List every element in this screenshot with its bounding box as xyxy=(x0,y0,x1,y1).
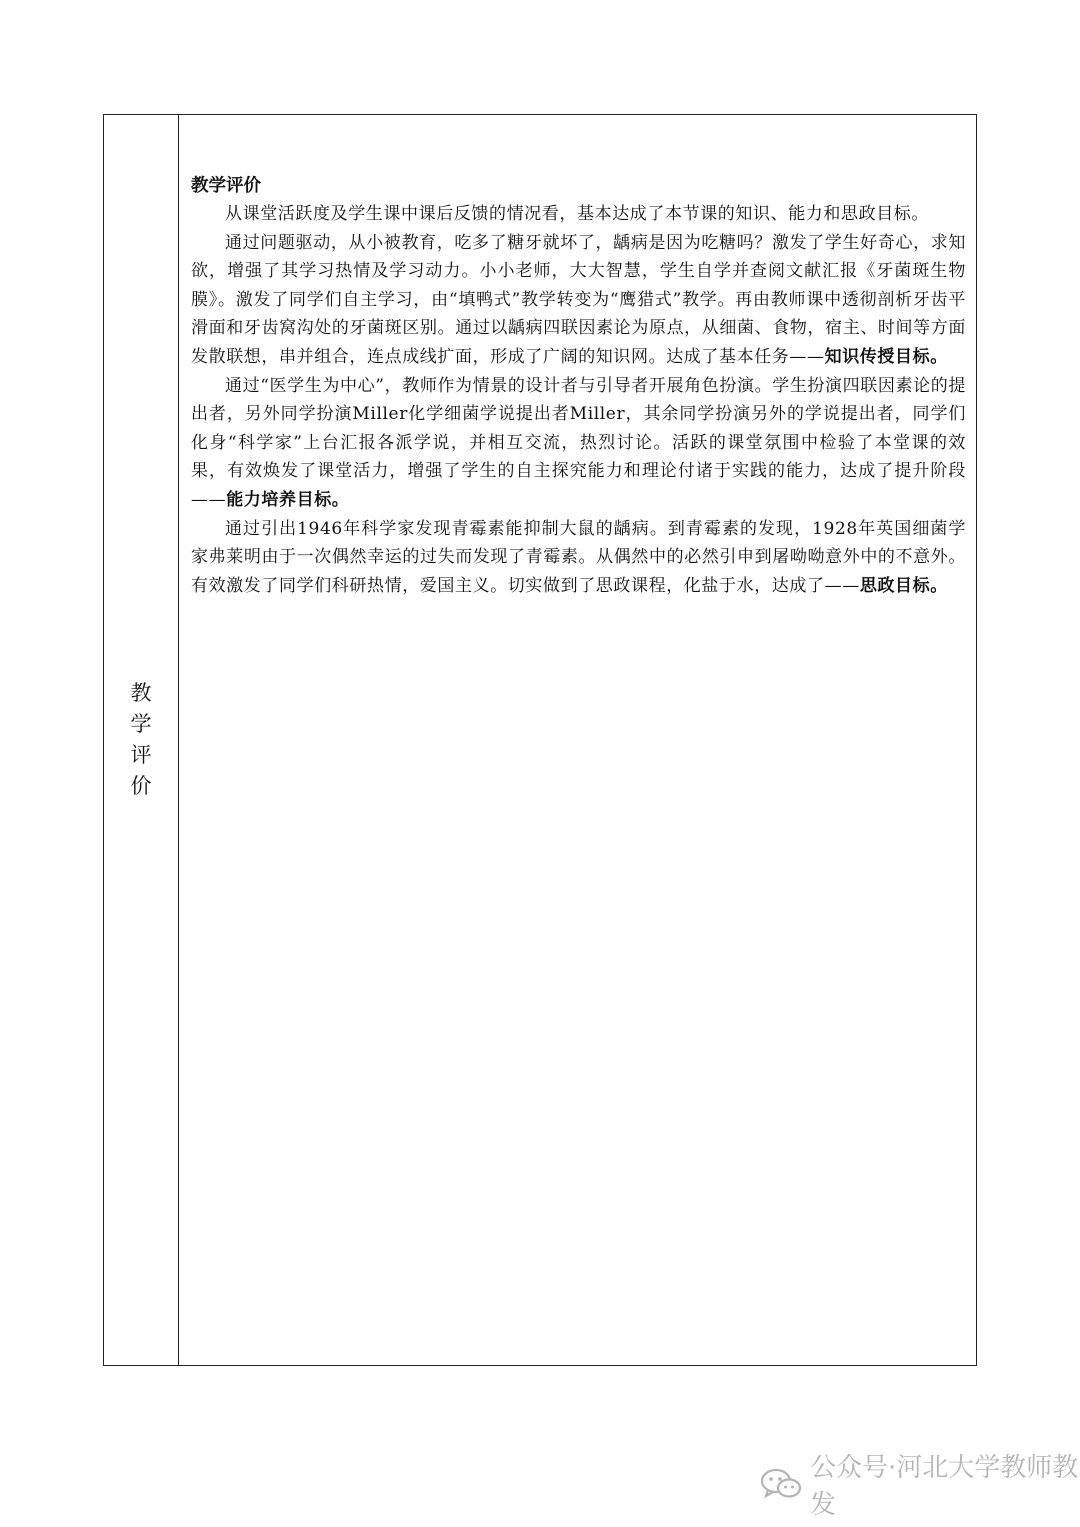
side-label-cell xyxy=(104,115,179,1365)
section-heading: 教学评价 xyxy=(191,176,261,196)
paragraph-bold-goal: 知识传授目标。 xyxy=(824,346,948,367)
paragraph-bold-goal: 思政目标。 xyxy=(859,575,948,596)
watermark-text: 公众号·河北大学教师教发 xyxy=(810,1453,1079,1520)
evaluation-table xyxy=(103,114,977,1366)
side-label-char: 评 xyxy=(130,743,152,767)
side-label-char: 教 xyxy=(130,681,152,705)
paragraph-text: 通过引出1946年科学家发现青霉素能抑制大鼠的龋病。到青霉素的发现，1928年英国细菌学家弗莱明由于一次偶然幸运的过失而发现了青霉素。从偶然中的必然引申到屠呦呦意外中的不意外。有效激发了同学们科研热情，爱国主义。切实做到了思政课程，化盐于水，达成了—— xyxy=(191,518,966,596)
paragraph-text: 通过问题驱动，从小被教育，吃多了糖牙就坏了，龋病是因为吃糖吗？激发了学生好奇心，求知欲，增强了其学习热情及学习动力。小小老师，大大智慧，学生自学并查阅文献汇报《牙菌斑生物膜》。激发了同学们自主学习，由“填鸭式”教学转变为“鹰猎式”教学。再由教师课中透彻剖析牙齿平滑面和牙齿窝沟处的牙菌斑区别。通过以龋病四联因素论为原点，从细菌、食物，宿主、时间等方面发散联想，串并组合，连点成线扩面，形成了广阔的知识网。达成了基本任务—— xyxy=(191,232,966,367)
wechat-icon xyxy=(760,1467,802,1501)
paragraph-text: 从课堂活跃度及学生课中课后反馈的情况看，基本达成了本节课的知识、能力和思政目标。 xyxy=(225,204,929,224)
side-label-char: 学 xyxy=(130,712,152,736)
paragraph-3 xyxy=(191,372,966,515)
paragraph-4 xyxy=(191,515,966,601)
side-label-char: 价 xyxy=(130,774,152,798)
paragraph-1 xyxy=(191,200,966,229)
paragraph-2 xyxy=(191,229,966,372)
watermark xyxy=(760,1447,1080,1521)
content-cell xyxy=(179,115,976,1365)
paragraph-bold-goal: 能力培养目标。 xyxy=(226,489,350,510)
paragraph-text: 通过“医学生为中心”，教师作为情景的设计者与引导者开展角色扮演。学生扮演四联因素论的提出者，另外同学扮演Miller化学细菌学说提出者Miller，其余同学扮演另外的学说提出者，同学们化身“科学家”上台汇报各派学说，并相互交流，热烈讨论。活跃的课堂氛围中检验了本堂课的效果，有效焕发了课堂活力，增强了学生的自主探究能力和理论付诸于实践的能力，达成了提升阶段—— xyxy=(191,375,966,510)
side-label xyxy=(129,678,153,802)
